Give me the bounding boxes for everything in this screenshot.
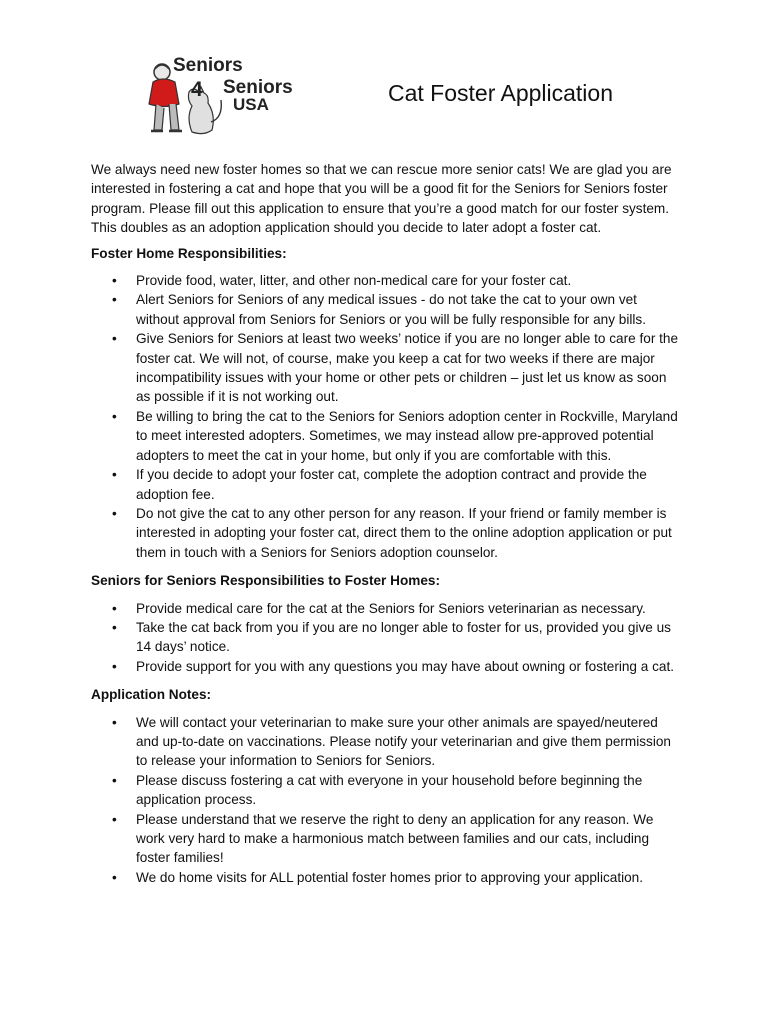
page-title: Cat Foster Application	[388, 80, 614, 106]
list-item: • Take the cat back from you if you are no longer able to foster for us, provided you give us 14 days’ notice.	[91, 618, 683, 657]
section-heading-seniors-responsibilities: Seniors for Seniors Responsibilities to Foster Homes:	[91, 573, 440, 589]
section-heading-application-notes: Application Notes:	[91, 687, 212, 703]
intro-paragraph: We always need new foster homes so that we can rescue more senior cats! We are glad you are interested in fostering a cat and hope that you will be a good fit for the Seniors for Seniors foster program. Please fill out this application to ensure that you’re a good match for our foster system. This doubles as an adoption application should you decide to later adopt a foster cat.	[91, 162, 672, 236]
foster-home-responsibilities-list	[91, 271, 683, 562]
seniors-responsibilities-list	[91, 599, 683, 677]
section-heading-foster-home: Foster Home Responsibilities:	[91, 245, 287, 261]
list-item: • Give Seniors for Seniors at least two weeks’ notice if you are no longer able to care for the foster cat. We will not, of course, make you keep a cat for two weeks if there are major incompatibility issues with your home or other pets or children – just let us know as soon as possible if it is not working out.	[91, 329, 683, 407]
logo-number-four: 4	[191, 78, 203, 101]
document-body	[91, 160, 683, 896]
logo-line-seniors-bottom: Seniors	[223, 77, 293, 98]
seniors-4-seniors-logo	[145, 52, 305, 144]
list-item: • We do home visits for ALL potential foster homes prior to approving your application.	[91, 868, 683, 887]
list-item: • Please understand that we reserve the right to deny an application for any reason. We work very hard to make a harmonious match between families and our cats, including foster families!	[91, 810, 683, 868]
list-item: • Do not give the cat to any other person for any reason. If your friend or family member is interested in adopting your foster cat, direct them to the online adoption application or put them in touch with a Seniors for Seniors adoption counselor.	[91, 504, 683, 562]
list-item: • We will contact your veterinarian to make sure your other animals are spayed/neutered and up-to-date on vaccinations. Please notify your veterinarian and give them permission to release your information to Seniors for Seniors.	[91, 713, 683, 771]
list-item: • Please discuss fostering a cat with everyone in your household before beginning the application process.	[91, 771, 683, 810]
logo-line-usa: USA	[233, 95, 269, 114]
list-item: • Provide support for you with any questions you may have about owning or fostering a cat.	[91, 657, 683, 676]
logo-line-seniors-top: Seniors	[173, 55, 243, 76]
list-item: • If you decide to adopt your foster cat, complete the adoption contract and provide the adoption fee.	[91, 465, 683, 504]
list-item: • Provide food, water, litter, and other non-medical care for your foster cat.	[91, 271, 683, 290]
application-notes-list	[91, 713, 683, 888]
list-item: • Be willing to bring the cat to the Seniors for Seniors adoption center in Rockville, Maryland to meet interested adopters. Sometimes, we may instead allow pre-approved potential adopters to meet the cat in your home, but only if you are comfortable with this.	[91, 407, 683, 465]
list-item: • Provide medical care for the cat at the Seniors for Seniors veterinarian as necessary.	[91, 599, 683, 618]
list-item: • Alert Seniors for Seniors of any medical issues - do not take the cat to your own vet without approval from Seniors for Seniors or you will be fully responsible for any bills.	[91, 290, 683, 329]
